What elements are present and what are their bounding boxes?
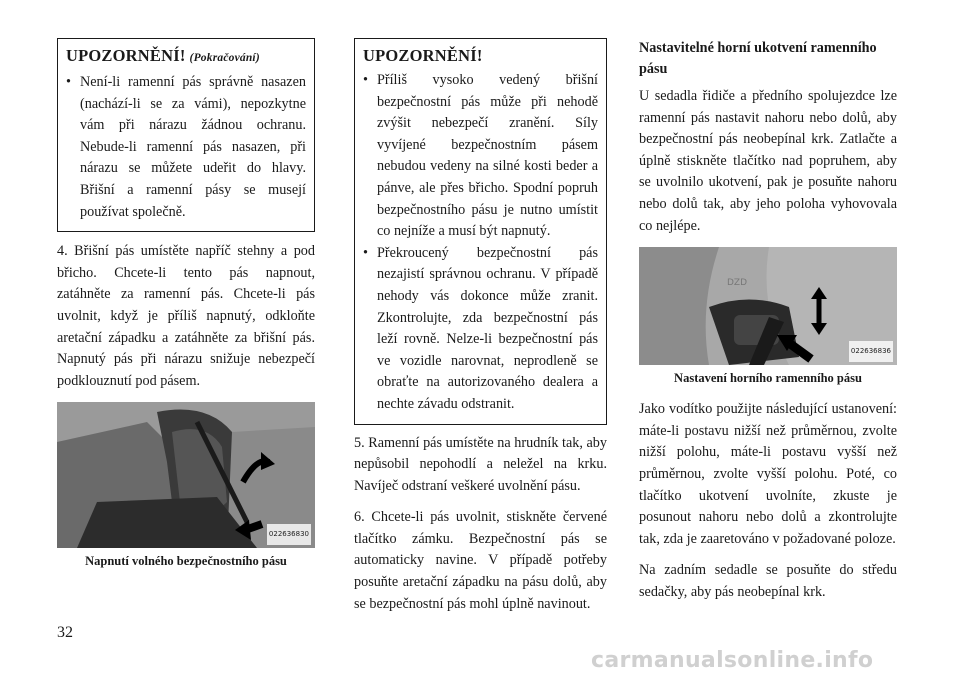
warning-box-continued xyxy=(57,38,315,232)
paragraph: Na zadním sedadle se posuňte do středu sedačky, aby pás neobepínal krk. xyxy=(639,562,897,600)
warning-subtitle: (Pokračování) xyxy=(189,52,260,64)
warning-title: UPOZORNĚNÍ! (Pokračování) xyxy=(66,46,260,65)
warning-title: UPOZORNĚNÍ! xyxy=(363,46,483,65)
anchor-label: DZD xyxy=(727,278,748,289)
watermark: carmanualsonline.info xyxy=(591,648,874,673)
step-4-paragraph: 4. Břišní pás umístěte napříč stehny a pod břicho. Chcete-li tento pás napnout, zatáhněte za ramenní pás. Chcete-li pás uvolnit, když je příliš napnutý, odkloňte aretační západku a zatáhněte za břišní pás. Napnutý pás při nárazu snižuje nebezpečí podklouznutí pod pásem. xyxy=(57,243,315,389)
figure-anchor-adjust xyxy=(639,247,897,365)
column-left xyxy=(57,38,315,582)
step-6-paragraph: 6. Chcete-li pás uvolnit, stiskněte červené tlačítko zámku. Bezpečnostní pás se automaticky navine. V případě potřeby posuňte aretační západku na pásu dolů, aby se bezpečnostní pás mohl úplně navinout. xyxy=(354,509,607,612)
figure-code: 022636830 xyxy=(267,524,311,546)
figure-seat-belt-tension xyxy=(57,402,315,548)
paragraph: Jako vodítko použijte následující ustanovení: máte-li postavu nižší než průměrnou, zvolte nižší polohu, máte-li postavu vyšší než průměrnou, zvolte vyšší polohu. Poté, co tlačítko ukotvení uvolníte, zkuste je posunout nahoru nebo dolů a zkontrolujte tak, zda je zaaretováno v požadované poloze. xyxy=(639,401,897,547)
step-5-paragraph: 5. Ramenní pás umístěte na hrudník tak, aby nepůsobil nepohodlí a neležel na krku. Navíječ odstraní veškeré uvolnění pásu. xyxy=(354,434,607,494)
figure-caption: Nastavení horního ramenního pásu xyxy=(674,371,862,386)
warning-bullet: • Není-li ramenní pás správně nasazen (nachází-li se za vámi), nepozkytne vám při nárazu žádnou ochranu. Nebude-li ramenní pás nasazen, při nárazu se můžete udeřit do hlavy. Břišní a ramenní pásy se musejí používat společně. xyxy=(66,74,306,220)
warning-box xyxy=(354,38,607,425)
warning-bullet: • Překroucený bezpečnostní pás nezajistí správnou ochranu. V případě nehody vás dokonce může zranit. Zkontrolujte, zda bezpečnostní pás leží rovně. Nelze-li bezpečnostní pás ve vozidle narovnat, neprodleně se obraťte na autorizovaného dealera a nechte závadu odstranit. xyxy=(363,244,598,412)
column-right xyxy=(639,38,897,614)
paragraph: U sedadla řidiče a předního spolujezdce lze ramenní pás nastavit nahoru nebo dolů, aby bezpečnostní pás neobepínal krk. Zatlačte a úplně stiskněte tlačítko nad popruhem, aby se uvolnilo ukotvení, pak je posuňte nahoru nebo dolů tak, aby jeho poloha vyhovovala co nejlépe. xyxy=(639,88,897,234)
figure-code: 022636836 xyxy=(849,341,893,363)
figure-caption: Napnutí volného bezpečnostního pásu xyxy=(85,554,287,569)
section-heading: Nastavitelné horní ukotvení ramenního pásu xyxy=(639,40,877,77)
warning-bullet: • Příliš vysoko vedený břišní bezpečnostní pás může při nehodě zvýšit nebezpečí zranění. Síly vyvíjené bezpečnostním pásem nebudou vedeny na silné kosti beder a pánve, ale přes břicho. Spodní popruh bezpečnostního pásu je nutno umístit co nejníže a musí být napnutý. xyxy=(363,72,598,240)
page-number: 32 xyxy=(57,624,73,641)
column-middle xyxy=(354,38,607,625)
